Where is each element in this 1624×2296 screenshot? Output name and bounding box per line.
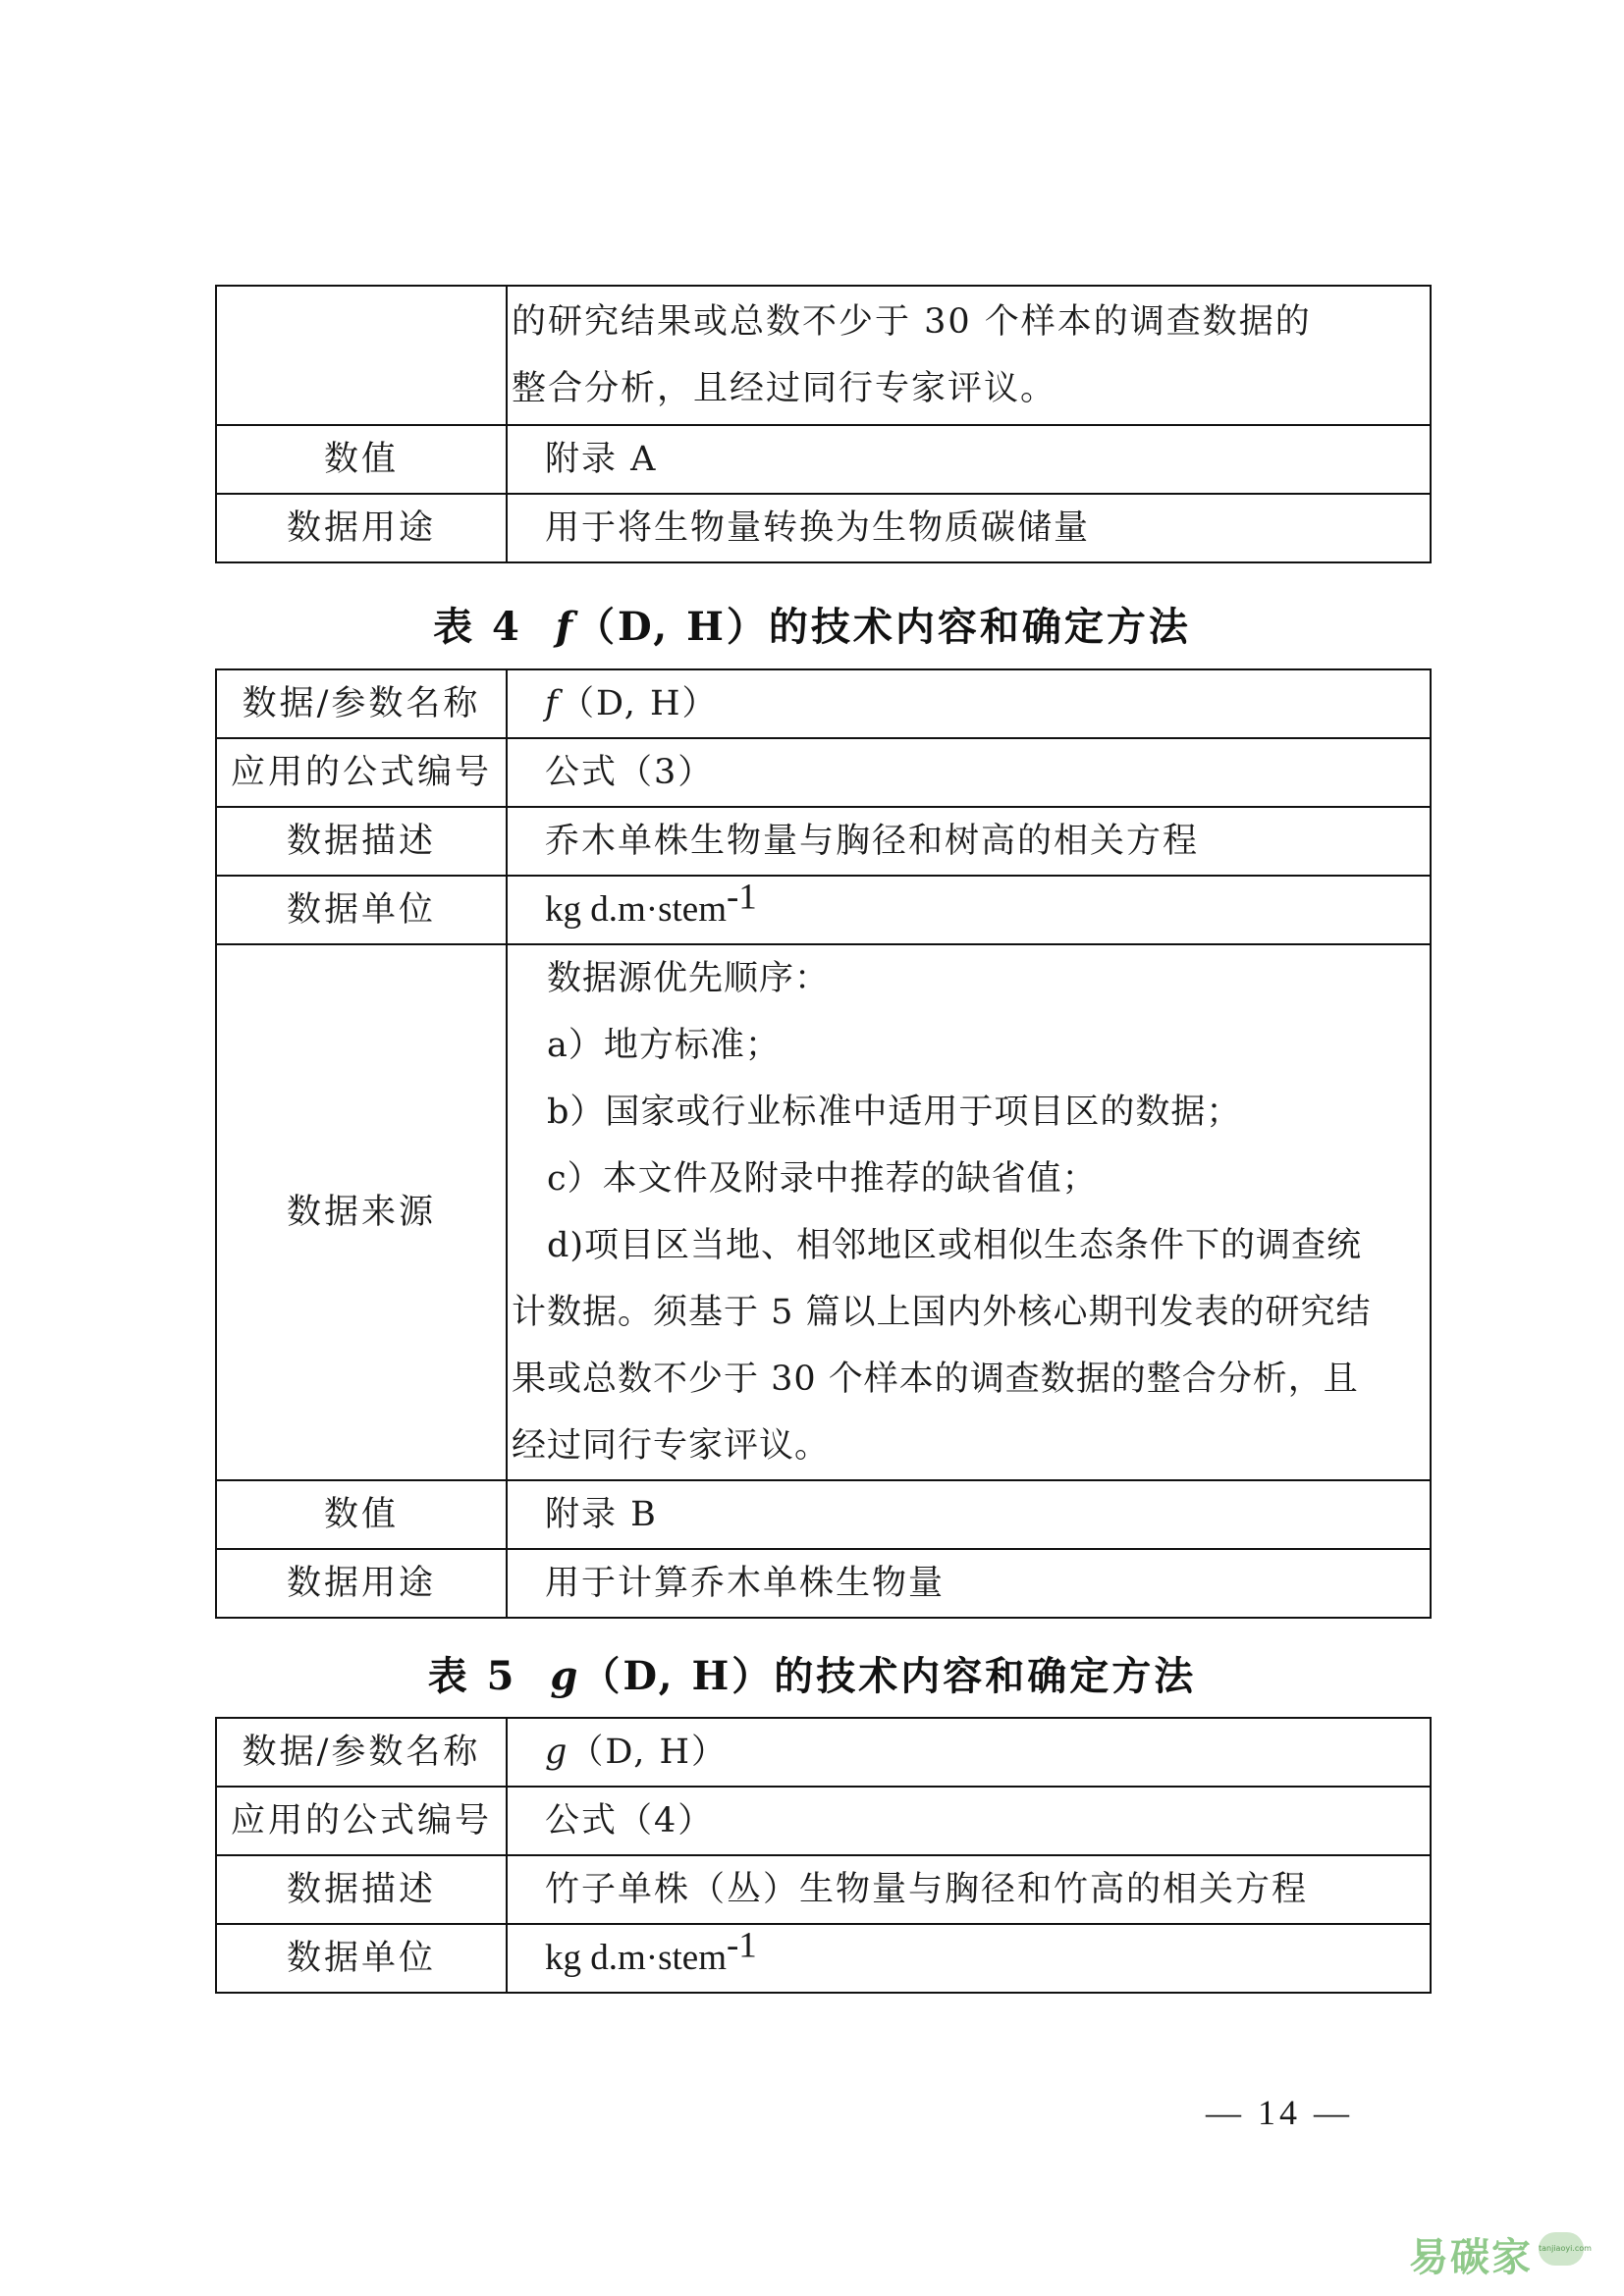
table4-title xyxy=(0,596,1624,652)
table-row xyxy=(216,1787,1431,1855)
title-suffix: （D, H）的技术内容和确定方法 xyxy=(574,604,1191,650)
table-row xyxy=(216,1480,1431,1549)
row-value: 附录 B xyxy=(507,1480,1431,1549)
desc-line: 整合分析，且经过同行专家评议。 xyxy=(512,369,1057,408)
row-value: 公式（3） xyxy=(507,738,1431,807)
row-label: 数据单位 xyxy=(216,1924,507,1993)
unit-superscript: -1 xyxy=(726,877,757,918)
desc-line: 的研究结果或总数不少于 30 个样本的调查数据的 xyxy=(512,302,1312,342)
row-label: 数据用途 xyxy=(216,1549,507,1618)
table-row xyxy=(216,494,1431,562)
row-label: 应用的公式编号 xyxy=(216,1787,507,1855)
description-cell xyxy=(507,286,1431,425)
func-symbol: f xyxy=(545,684,560,723)
row-label: 数值 xyxy=(216,1480,507,1549)
source-line: 果或总数不少于 30 个样本的调查数据的整合分析，且 xyxy=(512,1360,1359,1399)
watermark-text: 易碳家 xyxy=(1409,2235,1533,2280)
row-value: 竹子单株（丛）生物量与胸径和竹高的相关方程 xyxy=(507,1855,1431,1924)
row-value xyxy=(507,876,1431,944)
source-cell xyxy=(507,944,1431,1480)
row-label: 数据描述 xyxy=(216,1855,507,1924)
unit-text: kg d.m·stem xyxy=(545,1938,727,1978)
title-suffix: （D, H）的技术内容和确定方法 xyxy=(580,1653,1197,1699)
title-func: g xyxy=(550,1653,581,1699)
table-row xyxy=(216,669,1431,738)
row-value: 公式（4） xyxy=(507,1787,1431,1855)
table-row xyxy=(216,1924,1431,1993)
row-value: 用于计算乔木单株生物量 xyxy=(507,1549,1431,1618)
func-args: （D, H） xyxy=(559,684,719,723)
table-row xyxy=(216,738,1431,807)
row-label: 数据用途 xyxy=(216,494,507,562)
source-line: 数据源优先顺序： xyxy=(547,959,831,998)
table-row xyxy=(216,944,1431,1480)
title-prefix: 表 5 xyxy=(427,1653,517,1699)
source-line: c）本文件及附录中推荐的缺省值； xyxy=(547,1159,1098,1199)
title-prefix: 表 4 xyxy=(433,604,522,650)
table-row xyxy=(216,876,1431,944)
row-label: 数据/参数名称 xyxy=(216,1718,507,1787)
row-label: 数值 xyxy=(216,425,507,494)
row-label: 数据来源 xyxy=(216,944,507,1480)
row-label: 数据单位 xyxy=(216,876,507,944)
row-value xyxy=(507,669,1431,738)
title-func: f xyxy=(555,604,575,650)
row-label: 数据描述 xyxy=(216,807,507,876)
row-value: 乔木单株生物量与胸径和树高的相关方程 xyxy=(507,807,1431,876)
table-row xyxy=(216,425,1431,494)
func-symbol: g xyxy=(545,1733,569,1772)
table3-continuation xyxy=(215,285,1432,563)
row-value: 用于将生物量转换为生物质碳储量 xyxy=(507,494,1431,562)
unit-text: kg d.m·stem xyxy=(545,889,727,930)
page-number: — 14 — xyxy=(1206,2093,1353,2132)
table-row xyxy=(216,1855,1431,1924)
table-row xyxy=(216,807,1431,876)
source-line: d)项目区当地、相邻地区或相似生态条件下的调查统 xyxy=(547,1226,1363,1265)
source-line: a）地方标准； xyxy=(547,1026,781,1065)
table-row xyxy=(216,286,1431,425)
table5-title xyxy=(0,1645,1624,1701)
row-value xyxy=(507,1718,1431,1787)
watermark-tag: tanjiaoyi.com xyxy=(1539,2232,1584,2266)
source-line: 经过同行专家评议。 xyxy=(512,1426,831,1466)
func-args: （D, H） xyxy=(568,1733,728,1772)
row-value xyxy=(507,1924,1431,1993)
row-label: 数据/参数名称 xyxy=(216,669,507,738)
row-label: 应用的公式编号 xyxy=(216,738,507,807)
table-row xyxy=(216,1718,1431,1787)
table5 xyxy=(215,1717,1432,1994)
unit-superscript: -1 xyxy=(726,1925,757,1966)
source-line: b）国家或行业标准中适用于项目区的数据； xyxy=(547,1093,1242,1132)
table-row xyxy=(216,1549,1431,1618)
empty-label-cell xyxy=(216,286,507,425)
source-line: 计数据。须基于 5 篇以上国内外核心期刊发表的研究结 xyxy=(512,1293,1372,1332)
row-value: 附录 A xyxy=(507,425,1431,494)
watermark-logo xyxy=(1409,2226,1596,2279)
table4 xyxy=(215,668,1432,1619)
